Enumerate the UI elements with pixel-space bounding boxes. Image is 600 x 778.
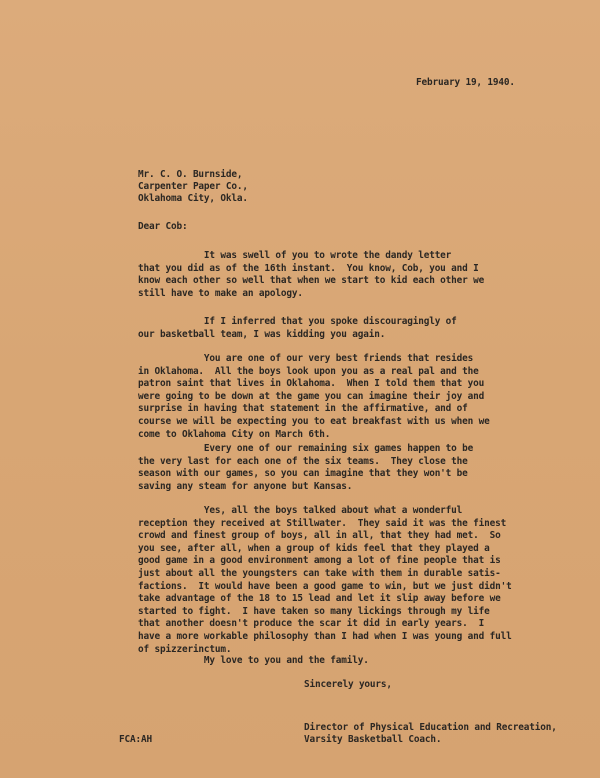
recipient-name: Mr. C. O. Burnside,	[138, 169, 243, 180]
paragraph-line: you see, after all, when a group of kids feel that they played a	[138, 542, 490, 554]
salutation: Dear Cob:	[138, 221, 188, 232]
paragraph-line: of spizzerinctum.	[138, 643, 232, 655]
paragraph-line: take advantage of the 18 to 15 lead and let it slip away before we	[138, 593, 501, 605]
paragraph-line: My love to you and the family.	[138, 655, 369, 666]
paragraph-line: have a more workable philosophy than I had when I was young and full	[138, 630, 512, 642]
recipient-city: Oklahoma City, Okla.	[138, 193, 248, 204]
signature-title-line-1: Director of Physical Education and Recreation,	[304, 722, 557, 733]
paragraph-line: If I inferred that you spoke discouragingly of	[138, 316, 457, 327]
paragraph-5	[138, 505, 512, 656]
paragraph-line: in Oklahoma. All the boys look upon you as a real pal and the	[138, 365, 479, 377]
paragraph-line: started to fight. I have taken so many lickings through my life	[138, 605, 490, 617]
paragraph-6	[138, 655, 369, 668]
paragraph-line: You are one of our very best friends that resides	[138, 353, 474, 364]
paragraph-4	[138, 443, 473, 493]
paragraph-line: the very last for each one of the six teams. They close the	[138, 455, 468, 467]
paragraph-line: factions. It would have been a good game to win, but we just didn't	[138, 580, 512, 592]
paragraph-3	[138, 353, 490, 441]
typist-initials: FCA:AH	[119, 734, 152, 745]
paragraph-line: good game in a good environment among a lot of fine people that is	[138, 555, 501, 567]
paragraph-line: patron saint that lives in Oklahoma. When I told them that you	[138, 378, 485, 390]
paragraph-line: come to Oklahoma City on March 6th.	[138, 428, 331, 440]
paragraph-line: saving any steam for anyone but Kansas.	[138, 480, 353, 492]
paragraph-line: just about all the youngsters can take with them in durable satis-	[138, 567, 501, 579]
signature-title-line-2: Varsity Basketball Coach.	[304, 734, 442, 745]
closing: Sincerely yours,	[304, 679, 392, 690]
paragraph-line: season with our games, so you can imagine that they won't be	[138, 468, 468, 480]
paragraph-line: course we will be expecting you to eat breakfast with us when we	[138, 415, 490, 427]
paragraph-line: It was swell of you to wrote the dandy letter	[138, 250, 452, 261]
recipient-company: Carpenter Paper Co.,	[138, 181, 248, 192]
paragraph-line: that you did as of the 16th instant. You know, Cob, you and I	[138, 262, 479, 274]
paragraph-line: crowd and finest group of boys, all in all, that they had met. So	[138, 530, 501, 542]
paragraph-line: reception they received at Stillwater. They said it was the finest	[138, 517, 507, 529]
paragraph-line: our basketball team, I was kidding you again.	[138, 328, 386, 340]
paragraph-line: know each other so well that when we start to kid each other we	[138, 275, 485, 287]
paragraph-2	[138, 316, 457, 341]
paragraph-line: were going to be down at the game you can imagine their joy and	[138, 390, 485, 402]
paragraph-line: surprise in having that statement in the affirmative, and of	[138, 403, 468, 415]
paragraph-line: Every one of our remaining six games happen to be	[138, 443, 474, 454]
paragraph-line: Yes, all the boys talked about what a wonderful	[138, 505, 463, 516]
paragraph-1	[138, 250, 484, 300]
paragraph-line: that another doesn't produce the scar it did in early years. I	[138, 618, 485, 630]
paragraph-line: still have to make an apology.	[138, 287, 303, 299]
letter-date: February 19, 1940.	[416, 77, 515, 88]
